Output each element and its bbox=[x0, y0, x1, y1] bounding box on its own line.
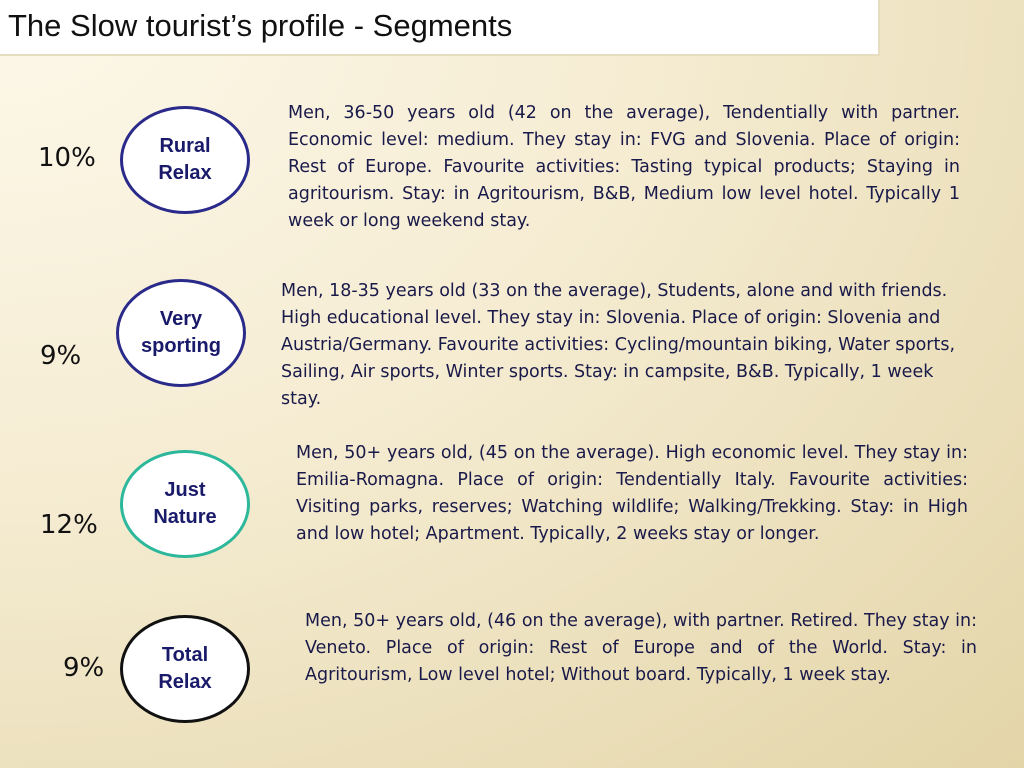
segment-name-line: Rural bbox=[159, 135, 211, 157]
segment-description: Men, 50+ years old, (46 on the average), with partner. Retired. They stay in: Veneto. Place of origin: Rest of Europe and of the World. Stay: in Agritourism, Low level hotel; Without board. Typically, 1 week stay. bbox=[305, 611, 977, 685]
segment-description: Men, 18-35 years old (33 on the average), Students, alone and with friends. High educational level. They stay in: Slovenia. Place of origin: Slovenia and Austria/Germany. Favourite activities: Cycling/mountain biking, Water sports, Sailing, Air sports, Winter sports. Stay: in campsite, B&B. Typically, 1 week stay. bbox=[281, 281, 956, 409]
segment-circle-very-sporting bbox=[116, 279, 246, 387]
segment-percent: 10% bbox=[38, 143, 96, 173]
segment-circle-total-relax bbox=[120, 615, 250, 723]
segment-circle-just-nature bbox=[120, 450, 250, 558]
segment-name-line: Very bbox=[159, 308, 203, 330]
segment-circle-rural-relax bbox=[120, 106, 250, 214]
segment-description: Men, 36-50 years old (42 on the average), Tendentially with partner. Economic level: medium. They stay in: FVG and Slovenia. Place of origin: Rest of Europe. Favourite activities: Tasting typical products; Staying in agritourism. Stay: in Agritourism, B&B, Medium low level hotel. Typically 1 week or long weekend stay. bbox=[288, 103, 960, 231]
segment-name-line: Relax bbox=[158, 671, 212, 693]
title-bar bbox=[0, 0, 880, 56]
segment-percent: 9% bbox=[40, 341, 82, 371]
segment-percent: 9% bbox=[63, 653, 105, 683]
segment-percent: 12% bbox=[40, 510, 98, 540]
slide-title: The Slow tourist’s profile - Segments bbox=[8, 8, 513, 43]
segment-description: Men, 50+ years old, (45 on the average). High economic level. They stay in: Emilia-Romagna. Place of origin: Tendentially Italy. Favourite activities: Visiting parks, reserves; Watching wildlife; Walking/Trekking. Stay: in High and low hotel; Apartment. Typically, 2 weeks stay or longer. bbox=[296, 443, 968, 544]
segment-name-line: Relax bbox=[158, 162, 212, 184]
segment-name-line: Nature bbox=[153, 506, 217, 528]
segment-name-line: sporting bbox=[141, 335, 221, 357]
segment-name-line: Total bbox=[161, 644, 209, 666]
segment-name-line: Just bbox=[164, 479, 206, 501]
